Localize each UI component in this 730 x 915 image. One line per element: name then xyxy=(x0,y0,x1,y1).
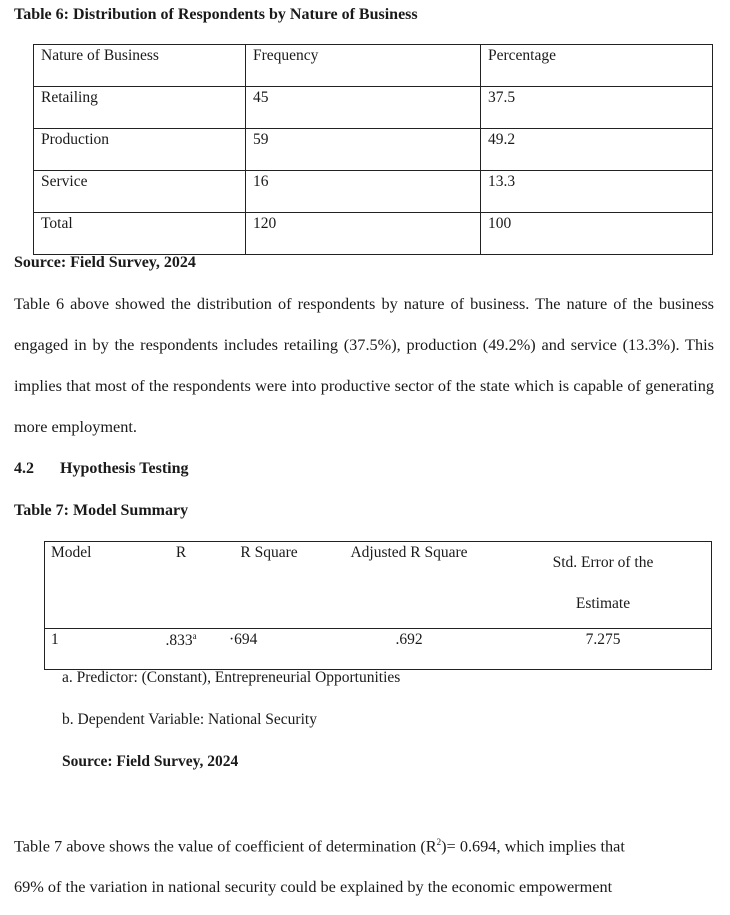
table-row-total xyxy=(34,213,713,255)
table-row xyxy=(45,629,712,670)
table-header-row xyxy=(34,45,713,87)
header-r-square: R Square xyxy=(215,542,323,629)
cell-adjusted-r-square: .692 xyxy=(323,629,495,670)
cell-business: Production xyxy=(34,129,246,171)
paragraph-line: Table 7 above shows the value of coefficient of determination $(R^2)= 0.694$, which implies that xyxy=(14,836,625,856)
section-heading xyxy=(14,460,188,478)
table7-source: Source: Field Survey, 2024 xyxy=(62,753,239,770)
std-error-line2: Estimate xyxy=(575,595,631,612)
cell-frequency: 59 xyxy=(246,129,481,171)
header-std-error xyxy=(495,542,712,629)
table6-title: Table 6: Distribution of Respondents by Nature of Business xyxy=(14,6,418,23)
header-nature: Nature of Business xyxy=(34,45,246,87)
cell-frequency: 16 xyxy=(246,171,481,213)
cell-frequency: 120 xyxy=(246,213,481,255)
cell-business: Total xyxy=(34,213,246,255)
paragraph-table6-discussion: Table 6 above showed the distribution of respondents by nature of business. The nature of the business engaged in by the respondents includes retailing (37.5%), production (49.2%) and service (13.3%). This implies that most of the respondents were into productive sector of the state which is capable of generating more employment. xyxy=(14,294,714,436)
paragraph-line: 69% of the variation in national security could be explained by the economic empowerment xyxy=(14,877,613,897)
cell-percentage: 13.3 xyxy=(481,171,713,213)
section-number: 4.2 xyxy=(14,460,34,477)
note-predictor: a. Predictor: (Constant), Entrepreneurial Opportunities xyxy=(62,669,401,686)
cell-percentage: 100 xyxy=(481,213,713,255)
table-row xyxy=(34,129,713,171)
header-frequency: Frequency xyxy=(246,45,481,87)
table-row xyxy=(34,171,713,213)
cell-std-error: 7.275 xyxy=(495,629,712,670)
cell-business: Retailing xyxy=(34,87,246,129)
paragraph-table7-discussion xyxy=(14,822,714,907)
header-adjusted-r-square: Adjusted R Square xyxy=(323,542,495,629)
table-header-row xyxy=(45,542,712,629)
model-summary-table xyxy=(44,541,712,670)
table-row xyxy=(34,87,713,129)
cell-frequency: 45 xyxy=(246,87,481,129)
table7-title: Table 7: Model Summary xyxy=(14,502,189,519)
cell-business: Service xyxy=(34,171,246,213)
cell-percentage: 49.2 xyxy=(481,129,713,171)
cell-r: .833$^a$ xyxy=(147,629,215,670)
std-error-line1: Std. Error of the xyxy=(552,554,654,571)
cell-r-square: ·694 xyxy=(215,629,323,670)
distribution-table xyxy=(33,44,713,255)
footnote-marker: a xyxy=(192,631,197,641)
header-r: R xyxy=(147,542,215,629)
cell-percentage: 37.5 xyxy=(481,87,713,129)
header-model: Model xyxy=(45,542,148,629)
header-percentage: Percentage xyxy=(481,45,713,87)
cell-model: 1 xyxy=(45,629,148,670)
note-dependent-variable: b. Dependent Variable: National Security xyxy=(62,711,317,728)
table6-source: Source: Field Survey, 2024 xyxy=(14,254,196,271)
section-title: Hypothesis Testing xyxy=(60,460,189,477)
